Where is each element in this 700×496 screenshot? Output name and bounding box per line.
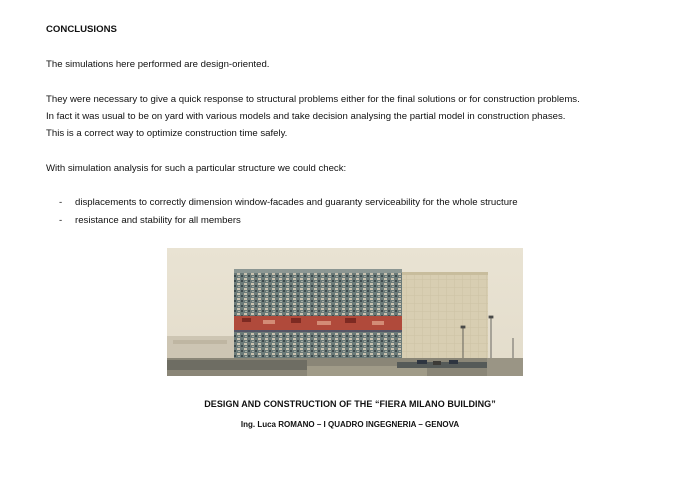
background-building-left [167, 336, 235, 361]
paragraph-check: With simulation analysis for such a particular structure we could check: [46, 163, 347, 174]
bullet-marker: - [59, 197, 63, 208]
paragraph-line: This is a correct way to optimize construction time safely. [46, 128, 288, 139]
building-beige-block [400, 272, 488, 372]
caption-title: DESIGN AND CONSTRUCTION OF THE “FIERA MILANO BUILDING” [204, 399, 496, 409]
list-item-text: displacements to correctly dimension window-facades and guaranty serviceability for the whole structure [75, 197, 518, 208]
paragraph-line: They were necessary to give a quick response to structural problems either for the final solutions or for construction problems. [46, 94, 580, 105]
paragraph-line: In fact it was usual to be on yard with various models and take decision analysing the partial model in construction phases. [46, 111, 566, 122]
building-facade [234, 269, 402, 373]
paragraph-intro: The simulations here performed are design-oriented. [46, 59, 270, 70]
building-photo [167, 248, 523, 376]
bullet-marker: - [59, 215, 63, 226]
section-heading: CONCLUSIONS [46, 24, 117, 35]
foreground-ground [167, 358, 523, 376]
caption-author: Ing. Luca ROMANO – I QUADRO INGEGNERIA – GENOVA [240, 420, 460, 429]
list-item-text: resistance and stability for all members [75, 215, 241, 226]
